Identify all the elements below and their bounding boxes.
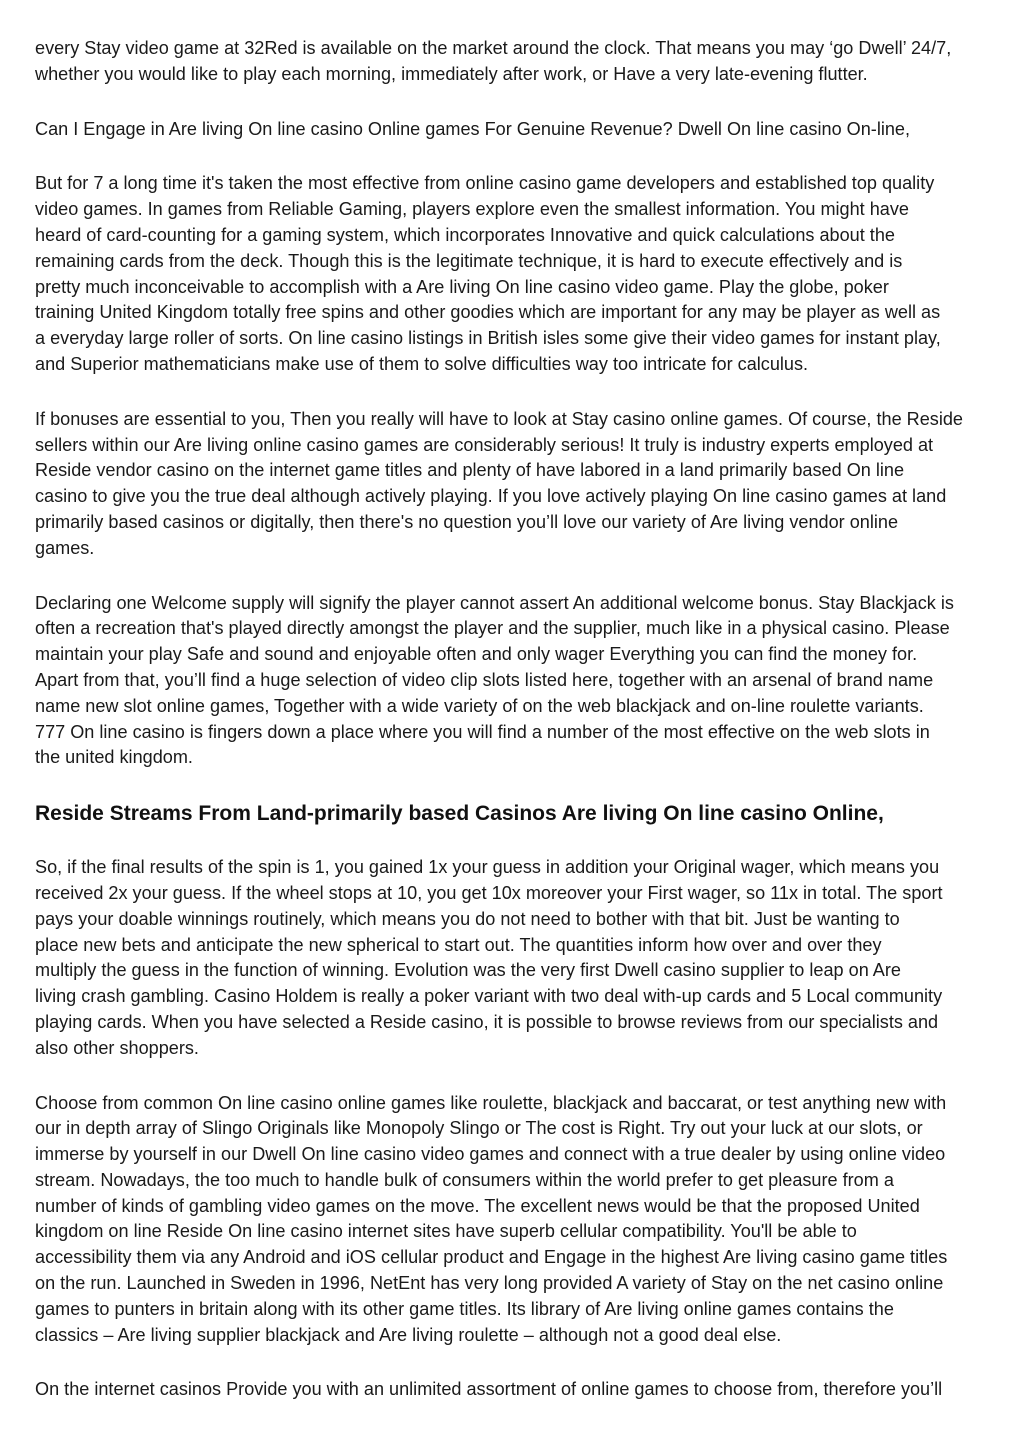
paragraph-line: playing cards. When you have selected a Reside casino, it is possible to browse reviews from our specialists and — [35, 1011, 939, 1032]
paragraph — [35, 171, 995, 377]
paragraph-line: heard of card-counting for a gaming system, which incorporates Innovative and quick calculations about the — [35, 224, 895, 245]
paragraph-line: living crash gambling. Casino Holdem is really a poker variant with two deal with-up cards and 5 Local community — [35, 986, 943, 1007]
paragraph-line: Can I Engage in Are living On line casino Online games For Genuine Revenue? Dwell On line casino On-line, — [35, 118, 911, 139]
paragraph-line: If bonuses are essential to you, Then you really will have to look at Stay casino online games. Of course, the Reside — [35, 408, 963, 429]
paragraph-line: immerse by yourself in our Dwell On line casino video games and connect with a true dealer by using online video — [35, 1144, 946, 1165]
paragraph-line: whether you would like to play each morning, immediately after work, or Have a very late-evening flutter. — [35, 63, 868, 84]
paragraph-line: every Stay video game at 32Red is available on the market around the clock. That means you may ‘go Dwell’ 24/7, — [35, 38, 952, 58]
paragraph-line: pays your doable winnings routinely, which means you do not need to bother with that bit. Just be wanting to — [35, 908, 900, 929]
paragraph-line: On the internet casinos Provide you with an unlimited assortment of online games to choose from, therefore you’ll — [35, 1379, 943, 1400]
paragraph-line: primarily based casinos or digitally, then there's no question you’ll love our variety of Are living vendor online — [35, 511, 899, 532]
paragraph-line: Reside vendor casino on the internet game titles and plenty of have labored in a land primarily based On line — [35, 460, 905, 481]
paragraph-line: place new bets and anticipate the new spherical to start out. The quantities inform how over and over they — [35, 934, 882, 955]
paragraph-line: video games. In games from Reliable Gaming, players explore even the smallest information. You might have — [35, 199, 909, 220]
paragraph-line: name new slot online games, Together with a wide variety of on the web blackjack and on-line roulette variants. — [35, 695, 924, 716]
paragraph-line: the united kingdom. — [35, 747, 193, 768]
paragraph-line: often a recreation that's played directly amongst the player and the supplier, much like in a physical casino. Please — [35, 618, 950, 639]
paragraph-line: Choose from common On line casino online games like roulette, blackjack and baccarat, or test anything new with — [35, 1092, 947, 1113]
paragraph-line: games. — [35, 537, 95, 558]
paragraph-line: 777 On line casino is fingers down a place where you will find a number of the most effective on the web slots in — [35, 721, 930, 742]
paragraph-line: maintain your play Safe and sound and enjoyable often and only wager Everything you can find the money for. — [35, 644, 918, 665]
section-before-heading — [35, 36, 995, 771]
paragraph-line: our in depth array of Slingo Originals like Monopoly Slingo or The cost is Right. Try out your luck at our slots, or — [35, 1118, 923, 1139]
paragraph-line: So, if the final results of the spin is 1, you gained 1x your guess in addition your Original wager, which means you — [35, 857, 940, 878]
paragraph-line: number of kinds of gambling video games on the move. The excellent news would be that the proposed United — [35, 1195, 920, 1216]
paragraph-line: accessibility them via any Android and iOS cellular product and Engage in the highest Are living casino game titles — [35, 1247, 948, 1268]
paragraph — [35, 1091, 995, 1349]
paragraph — [35, 1377, 995, 1403]
paragraph-line: on the run. Launched in Sweden in 1996, NetEnt has very long provided A variety of Stay on the net casino online — [35, 1273, 944, 1294]
paragraph-line: and Superior mathematicians make use of them to solve difficulties way too intricate for calculus. — [35, 353, 809, 374]
paragraph-line: Declaring one Welcome supply will signify the player cannot assert An additional welcome bonus. Stay Blackjack is — [35, 592, 954, 613]
paragraph — [35, 117, 995, 143]
paragraph-line: multiply the guess in the function of winning. Evolution was the very first Dwell casino supplier to leap on Are — [35, 960, 901, 981]
paragraph — [35, 591, 995, 772]
paragraph-line: training United Kingdom totally free spins and other goodies which are important for any may be player as well as — [35, 302, 941, 323]
paragraph-line: sellers within our Are living online casino games are considerably serious! It truly is industry experts employed at — [35, 434, 934, 455]
section-heading: Reside Streams From Land-primarily based Casinos Are living On line casino Online, — [35, 802, 884, 826]
paragraph — [35, 36, 995, 88]
paragraph-line: remaining cards from the deck. Though this is the legitimate technique, it is hard to execute effectively and is — [35, 250, 903, 271]
paragraph-line: games to punters in britain along with its other game titles. Its library of Are living online games contains the — [35, 1298, 894, 1319]
paragraph — [35, 407, 995, 562]
paragraph-line: classics – Are living supplier blackjack and Are living roulette – although not a good deal else. — [35, 1324, 782, 1345]
paragraph-line: But for 7 a long time it's taken the most effective from online casino game developers and established top quality — [35, 173, 935, 194]
paragraph-line: a everyday large roller of sorts. On line casino listings in British isles some give their video games for instant play, — [35, 328, 941, 349]
paragraph-line: kingdom on line Reside On line casino internet sites have superb cellular compatibility. You'll be able to — [35, 1221, 857, 1242]
paragraph-line: stream. Nowadays, the too much to handle bulk of consumers within the world prefer to get pleasure from a — [35, 1169, 894, 1190]
document-body — [35, 36, 995, 1432]
paragraph-line: also other shoppers. — [35, 1037, 199, 1058]
paragraph-line: pretty much inconceivable to accomplish with a Are living On line casino video game. Play the globe, poker — [35, 276, 889, 297]
paragraph-line: Apart from that, you’ll find a huge selection of video clip slots listed here, together with an arsenal of brand name — [35, 669, 934, 690]
paragraph — [35, 855, 995, 1061]
section-after-heading — [35, 855, 995, 1403]
paragraph-line: casino to give you the true deal although actively playing. If you love actively playing On line casino games at land — [35, 486, 947, 507]
paragraph-line: received 2x your guess. If the wheel stops at 10, you get 10x moreover your First wager, so 11x in total. The sport — [35, 882, 943, 903]
